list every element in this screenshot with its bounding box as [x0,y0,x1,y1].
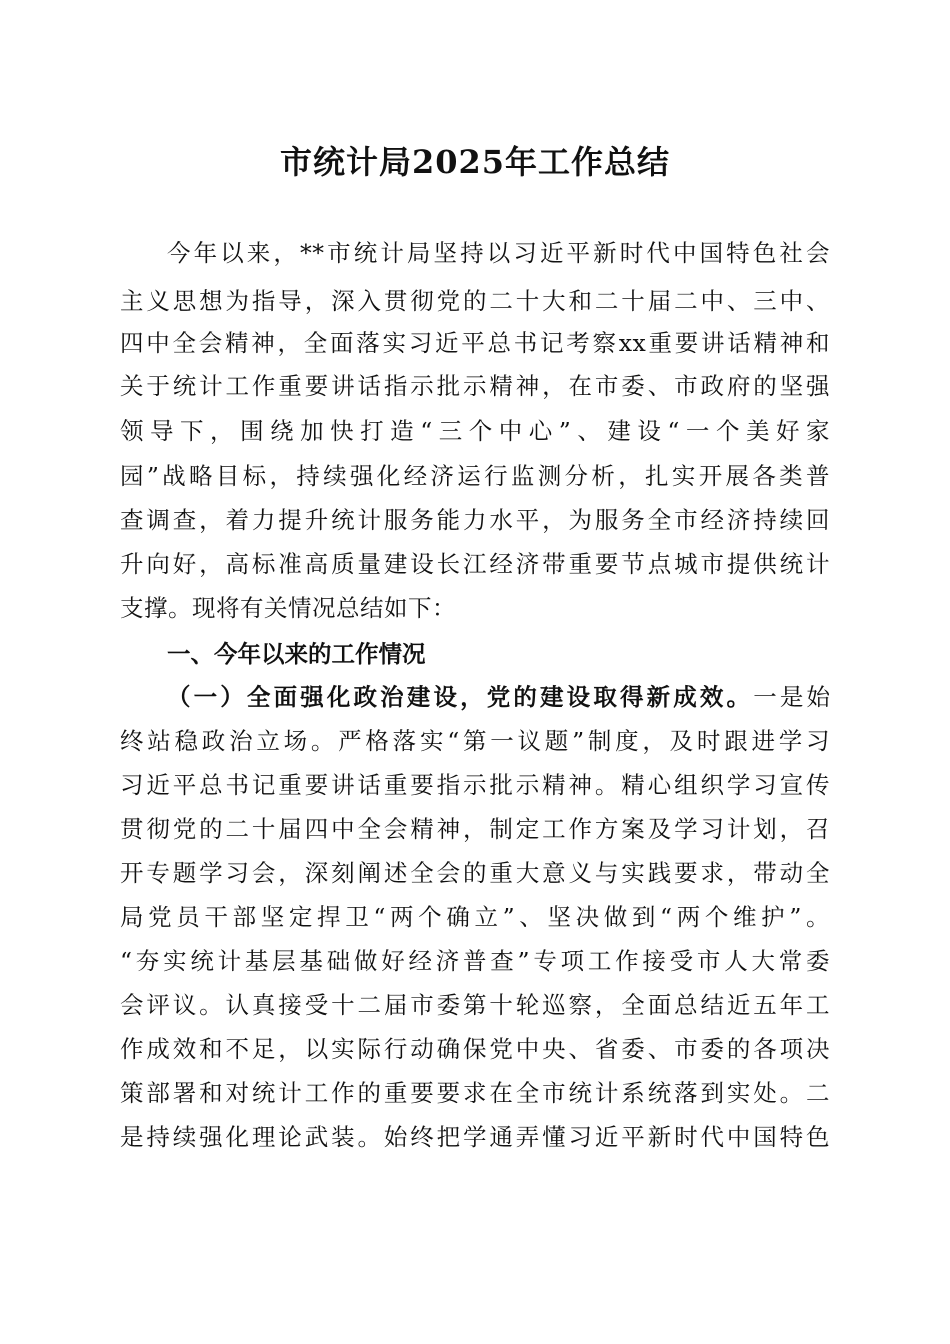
body-line: 作成效和不足，以实际行动确保党中央、省委、市委的各项决 [120,1035,830,1063]
intro-line: 四中全会精神，全面落实习近平总书记考察xx重要讲话精神和 [120,329,830,357]
intro-line: 今年以来，**市统计局坚持以习近平新时代中国特色社会 [167,239,830,267]
body-line: “夯实统计基层基础做好经济普查”专项工作接受市人大常委 [120,947,830,975]
body-line: 策部署和对统计工作的重要要求在全市统计系统落到实处。二 [120,1079,830,1107]
body-line: 局党员干部坚定捍卫“两个确立”、坚决做到“两个维护”。 [120,903,830,931]
body-line: 贯彻党的二十届四中全会精神，制定工作方案及学习计划，召 [120,815,830,843]
document-title: 市统计局2025年工作总结 [279,143,671,181]
subsection-heading-line [167,677,830,717]
intro-line: 支撑。现将有关情况总结如下： [120,594,456,622]
body-line: 终站稳政治立场。严格落实“第一议题”制度，及时跟进学习 [120,727,830,755]
intro-line: 升向好，高标准高质量建设长江经济带重要节点城市提供统计 [120,550,830,578]
intro-line: 主义思想为指导，深入贯彻党的二十大和二十届二中、三中、 [120,287,830,315]
body-line: 开专题学习会，深刻阐述全会的重大意义与实践要求，带动全 [120,859,830,887]
body-line: 习近平总书记重要讲话重要指示批示精神。精心组织学习宣传 [120,771,830,799]
body-line: 是持续强化理论武装。始终把学通弄懂习近平新时代中国特色 [120,1123,830,1151]
subsection-heading-tail: 一是始 [753,683,831,711]
subsection-heading: （一）全面强化政治建设，党的建设取得新成效。 [167,683,754,711]
intro-line: 领导下，围绕加快打造“三个中心”、建设“一个美好家 [120,417,830,445]
intro-line: 关于统计工作重要讲话指示批示精神，在市委、市政府的坚强 [120,372,830,400]
intro-line: 园”战略目标，持续强化经济运行监测分析，扎实开展各类普 [120,462,830,490]
body-line: 会评议。认真接受十二届市委第十轮巡察，全面总结近五年工 [120,991,830,1019]
intro-line: 查调查，着力提升统计服务能力水平，为服务全市经济持续回 [120,506,830,534]
section-heading: 一、今年以来的工作情况 [167,640,426,668]
